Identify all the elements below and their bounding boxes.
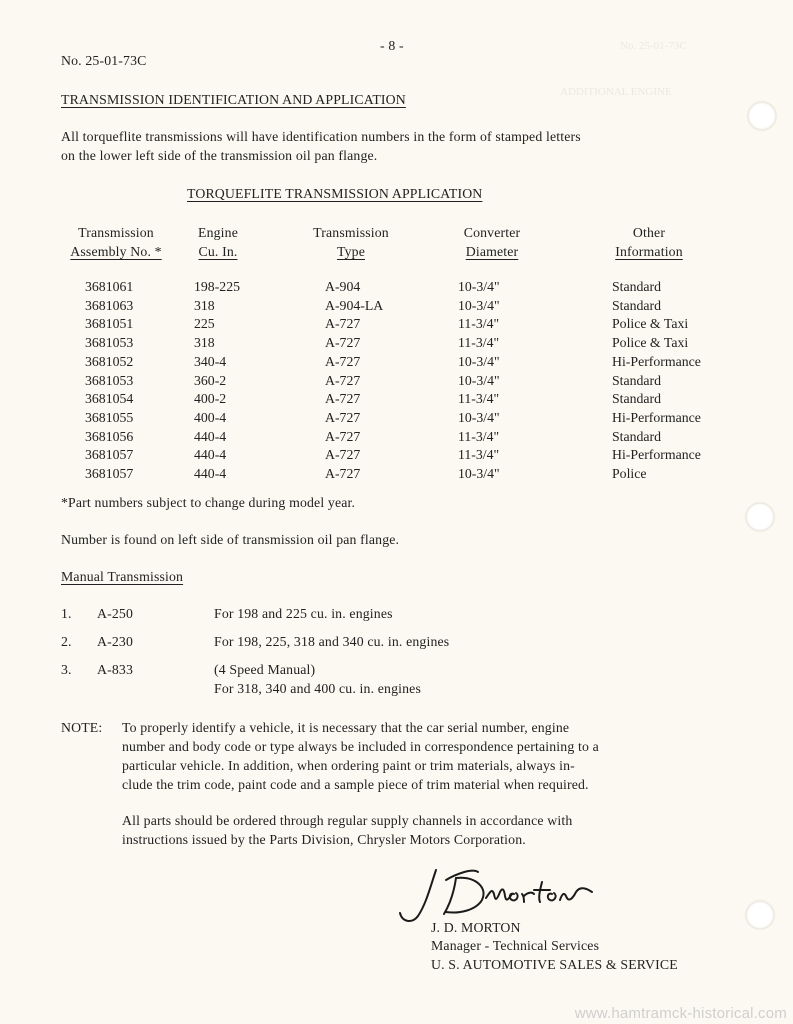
cell-converter: 10-3/4" (458, 372, 500, 388)
cell-other-info: Police (612, 466, 647, 481)
cell-converter: 10-3/4" (458, 353, 500, 369)
column-header: Transmission Type (313, 225, 389, 259)
cell-engine: 318 (194, 335, 215, 351)
cell-engine: 318 (194, 297, 215, 313)
signer-name: J. D. MORTON (431, 920, 521, 935)
cell-converter: 11-3/4" (458, 428, 500, 444)
intro-line-1: All torqueflite transmissions will have identification numbers in the form of stamped letters (61, 129, 581, 144)
cell-other-info: Hi-Performance (612, 353, 701, 369)
binder-hole (746, 503, 774, 531)
cell-assembly-no: 3681051 (85, 316, 134, 332)
website-watermark: www.hamtramck-historical.com (574, 1005, 787, 1022)
cell-engine: 440-4 (194, 466, 227, 481)
cell-engine: 198-225 (194, 279, 240, 294)
list-number: 3. (61, 662, 72, 677)
cell-assembly-no: 3681055 (85, 409, 134, 425)
note-line: clude the trim code, paint code and a sample piece of trim material when required. (122, 777, 589, 792)
cell-converter: 10-3/4" (458, 466, 500, 481)
cell-other-info: Standard (612, 391, 662, 407)
cell-type: A-727 (325, 447, 361, 463)
cell-type: A-727 (325, 391, 361, 407)
list-model: A-230 (97, 634, 134, 649)
list-number: 1. (61, 606, 72, 621)
cell-engine: 340-4 (194, 353, 227, 369)
cell-converter: 10-3/4" (458, 279, 500, 294)
location-note: Number is found on left side of transmission oil pan flange. (61, 532, 400, 547)
cell-type: A-727 (325, 353, 361, 369)
binder-hole (748, 102, 776, 130)
cell-assembly-no: 3681052 (85, 353, 134, 369)
cell-assembly-no: 3681053 (85, 372, 134, 388)
cell-other-info: Hi-Performance (612, 409, 701, 425)
column-header: Converter Diameter (463, 225, 521, 259)
handwritten-signature (396, 858, 596, 928)
note-line: To properly identify a vehicle, it is necessary that the car serial number, engine (122, 720, 570, 735)
page-number: - 8 - (380, 38, 404, 53)
cell-other-info: Police & Taxi (612, 316, 689, 332)
cell-converter: 11-3/4" (458, 447, 500, 463)
cell-other-info: Standard (612, 297, 662, 313)
manual-heading: Manual Transmission (61, 569, 184, 584)
cell-assembly-no: 3681057 (85, 447, 134, 463)
column-header: Other Information (615, 225, 683, 259)
list-description: For 198, 225, 318 and 340 cu. in. engines (214, 634, 450, 649)
parts-line: instructions issued by the Parts Division, Chrysler Motors Corporation. (122, 832, 526, 847)
parts-line: All parts should be ordered through regular supply channels in accordance with (122, 813, 573, 828)
cell-engine: 360-2 (194, 372, 227, 388)
section-heading: TRANSMISSION IDENTIFICATION AND APPLICATION (61, 92, 406, 107)
cell-converter: 10-3/4" (458, 297, 500, 313)
cell-other-info: Standard (612, 279, 662, 294)
cell-converter: 11-3/4" (458, 316, 500, 332)
cell-type: A-727 (325, 409, 361, 425)
cell-other-info: Standard (612, 372, 662, 388)
column-header: Transmission Assembly No. * (70, 225, 162, 259)
bleed-through-text: No. 25-01-73C (620, 40, 687, 52)
list-model: A-250 (97, 606, 134, 621)
column-header: Engine Cu. In. (198, 225, 238, 259)
cell-engine: 225 (194, 316, 215, 332)
cell-engine: 400-4 (194, 409, 227, 425)
note-line: number and body code or type always be included in correspondence pertaining to a (122, 739, 599, 754)
cell-type: A-727 (325, 466, 361, 481)
cell-engine: 400-2 (194, 391, 227, 407)
cell-other-info: Hi-Performance (612, 447, 701, 463)
cell-type: A-727 (325, 372, 361, 388)
cell-assembly-no: 3681061 (85, 279, 134, 294)
cell-type: A-904-LA (325, 297, 384, 313)
list-number: 2. (61, 634, 72, 649)
table-title: TORQUEFLITE TRANSMISSION APPLICATION (187, 186, 483, 201)
list-description: For 198 and 225 cu. in. engines (214, 606, 393, 621)
cell-type: A-727 (325, 428, 361, 444)
cell-engine: 440-4 (194, 428, 227, 444)
cell-assembly-no: 3681056 (85, 428, 134, 444)
signer-organization: U. S. AUTOMOTIVE SALES & SERVICE (431, 957, 678, 972)
cell-assembly-no: 3681053 (85, 335, 134, 351)
cell-type: A-904 (325, 279, 361, 294)
note-label: NOTE: (61, 720, 103, 735)
note-line: particular vehicle. In addition, when ordering paint or trim materials, always in- (122, 758, 575, 773)
cell-assembly-no: 3681063 (85, 297, 134, 313)
cell-other-info: Standard (612, 428, 662, 444)
list-description: (4 Speed Manual) (214, 662, 316, 677)
cell-type: A-727 (325, 335, 361, 351)
list-model: A-833 (97, 662, 134, 677)
signer-title: Manager - Technical Services (431, 938, 600, 953)
cell-converter: 10-3/4" (458, 409, 500, 425)
cell-assembly-no: 3681057 (85, 466, 134, 481)
cell-converter: 11-3/4" (458, 335, 500, 351)
document-number: No. 25-01-73C (61, 53, 147, 68)
cell-other-info: Police & Taxi (612, 335, 689, 351)
cell-assembly-no: 3681054 (85, 391, 134, 407)
cell-converter: 11-3/4" (458, 391, 500, 407)
cell-engine: 440-4 (194, 447, 227, 463)
bleed-through-text: ADDITIONAL ENGINE (560, 86, 672, 98)
cell-type: A-727 (325, 316, 361, 332)
footnote: *Part numbers subject to change during model year. (61, 495, 356, 510)
intro-line-2: on the lower left side of the transmission oil pan flange. (61, 148, 378, 163)
binder-hole (746, 901, 774, 929)
list-description-line-2: For 318, 340 and 400 cu. in. engines (214, 681, 421, 696)
